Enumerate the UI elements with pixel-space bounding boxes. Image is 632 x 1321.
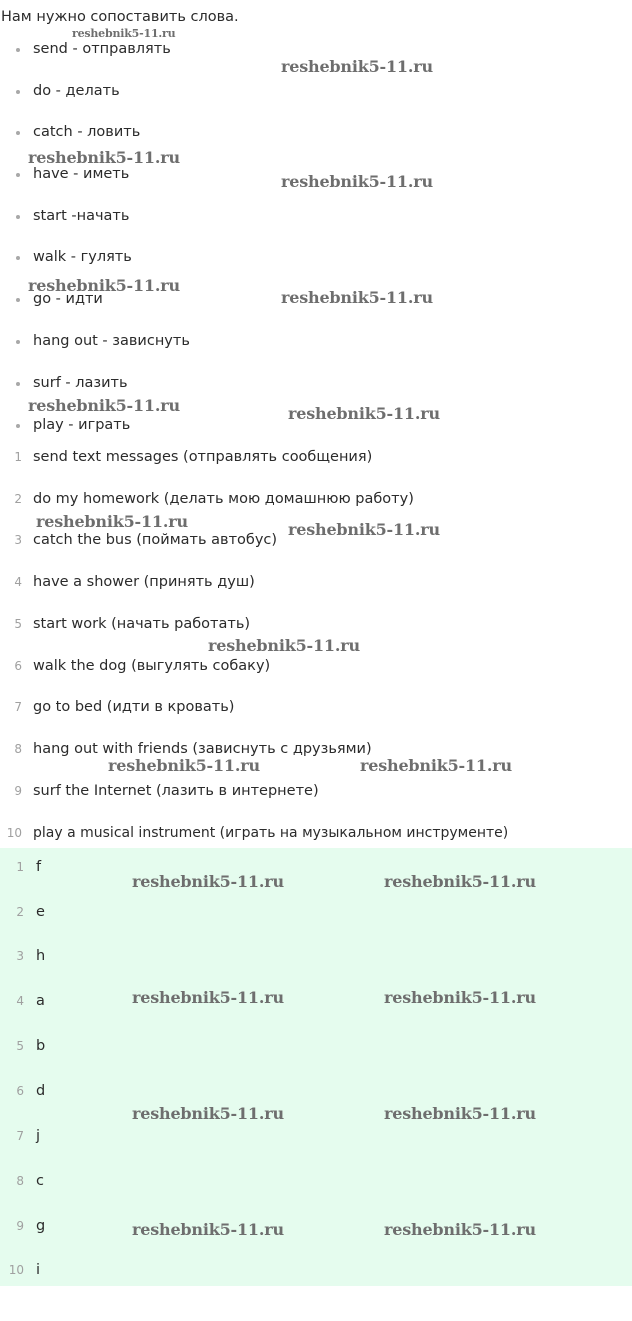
answer-number: 10 — [8, 1263, 24, 1277]
watermark: reshebnik5-11.ru — [281, 57, 433, 76]
watermark: reshebnik5-11.ru — [384, 1220, 536, 1239]
answer-number: 9 — [16, 1219, 24, 1233]
row-number: 3 — [14, 533, 22, 547]
watermark: reshebnik5-11.ru — [28, 396, 180, 415]
answer-letter: h — [36, 948, 46, 964]
watermark: reshebnik5-11.ru — [281, 172, 433, 191]
answer-number: 8 — [16, 1174, 24, 1188]
answer-number: 6 — [16, 1084, 24, 1098]
phrase-text: do my homework (делать мою домашнюю работу) — [33, 491, 414, 507]
phrase-text: have a shower (принять душ) — [33, 574, 255, 590]
watermark: reshebnik5-11.ru — [132, 1104, 284, 1123]
watermark: reshebnik5-11.ru — [132, 1220, 284, 1239]
bullet-dot-icon — [16, 215, 20, 219]
row-number: 2 — [14, 492, 22, 506]
row-number: 9 — [14, 784, 22, 798]
bullet-dot-icon — [16, 340, 20, 344]
watermark: reshebnik5-11.ru — [281, 288, 433, 307]
answer-block — [0, 848, 632, 1286]
bullet-dot-icon — [16, 424, 20, 428]
watermark: reshebnik5-11.ru — [384, 1104, 536, 1123]
watermark: reshebnik5-11.ru — [384, 872, 536, 891]
answer-letter: f — [36, 859, 42, 875]
answer-letter: j — [36, 1128, 41, 1144]
watermark: reshebnik5-11.ru — [208, 636, 360, 655]
bullet-dot-icon — [16, 382, 20, 386]
bullet-dot-icon — [16, 298, 20, 302]
answer-letter: b — [36, 1038, 46, 1054]
bullet-dot-icon — [16, 48, 20, 52]
row-number: 7 — [14, 700, 22, 714]
answer-number: 5 — [16, 1039, 24, 1053]
answer-number: 3 — [16, 949, 24, 963]
phrase-text: start work (начать работать) — [33, 616, 251, 632]
row-number: 5 — [14, 617, 22, 631]
watermark: reshebnik5-11.ru — [28, 276, 180, 295]
phrase-text: hang out with friends (зависнуть с друзьями) — [33, 741, 372, 757]
row-number: 6 — [14, 659, 22, 673]
watermark: reshebnik5-11.ru — [384, 988, 536, 1007]
answer-letter: g — [36, 1218, 46, 1234]
answer-letter: i — [36, 1262, 41, 1278]
watermark: reshebnik5-11.ru — [72, 27, 176, 40]
watermark: reshebnik5-11.ru — [288, 520, 440, 539]
phrase-text: surf the Internet (лазить в интернете) — [33, 783, 319, 799]
bullet-dot-icon — [16, 173, 20, 177]
bullet-dot-icon — [16, 90, 20, 94]
intro-text: Нам нужно сопоставить слова. — [1, 9, 239, 25]
bullet-dot-icon — [16, 131, 20, 135]
answer-number: 2 — [16, 905, 24, 919]
phrase-text: play a musical instrument (играть на музыкальном инструменте) — [33, 825, 509, 841]
answer-number: 7 — [16, 1129, 24, 1143]
answer-number: 4 — [16, 994, 24, 1008]
row-number: 1 — [14, 450, 22, 464]
phrase-text: walk the dog (выгулять собаку) — [33, 658, 271, 674]
answer-number: 1 — [16, 860, 24, 874]
phrase-text: send text messages (отправлять сообщения) — [33, 449, 373, 465]
watermark: reshebnik5-11.ru — [360, 756, 512, 775]
watermark: reshebnik5-11.ru — [288, 404, 440, 423]
row-number: 4 — [14, 575, 22, 589]
row-number: 8 — [14, 742, 22, 756]
watermark: reshebnik5-11.ru — [132, 988, 284, 1007]
phrase-text: catch the bus (поймать автобус) — [33, 532, 278, 548]
answer-letter: a — [36, 993, 45, 1009]
watermark: reshebnik5-11.ru — [28, 148, 180, 167]
answer-letter: d — [36, 1083, 46, 1099]
bullet-dot-icon — [16, 256, 20, 260]
watermark: reshebnik5-11.ru — [36, 512, 188, 531]
answer-letter: c — [36, 1173, 44, 1189]
answer-letter: e — [36, 904, 45, 920]
phrase-text: go to bed (идти в кровать) — [33, 699, 235, 715]
row-number: 10 — [6, 826, 22, 840]
watermark: reshebnik5-11.ru — [108, 756, 260, 775]
watermark: reshebnik5-11.ru — [132, 872, 284, 891]
